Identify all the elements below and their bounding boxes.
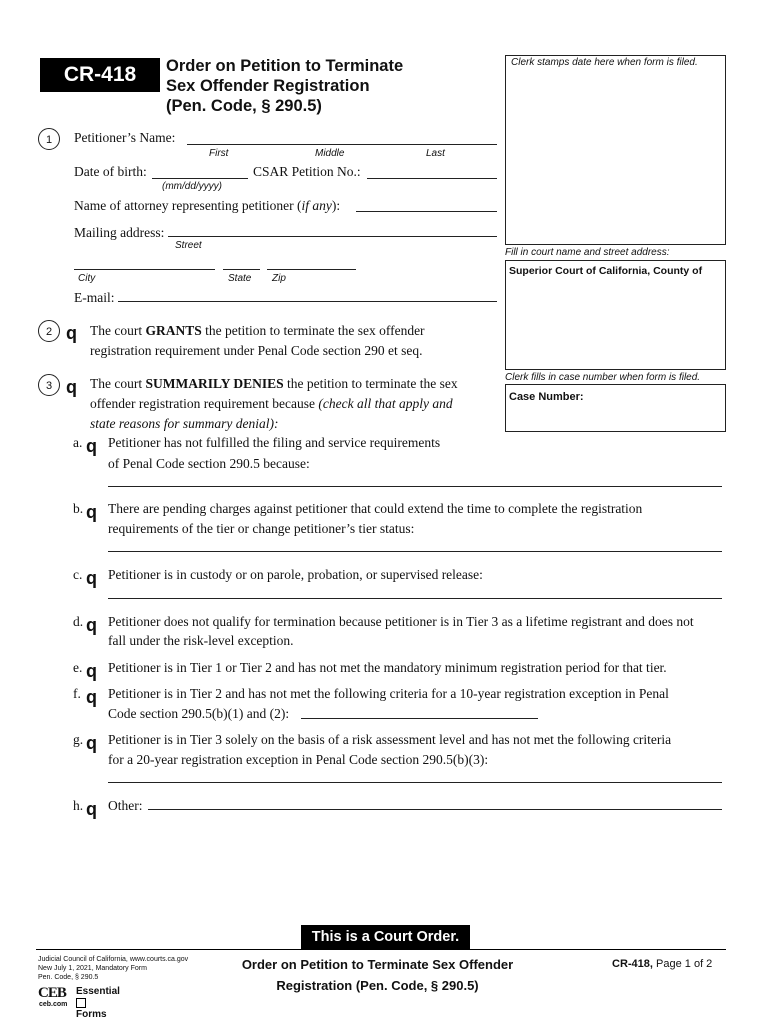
item-f-line1: Petitioner is in Tier 2 and has not met the following criteria for a 10-year registration exception in Penal — [108, 686, 669, 701]
mailing-address-label: Mailing address: — [74, 225, 165, 240]
item-f-reason-field[interactable] — [301, 718, 538, 719]
item-g-line2: for a 20-year registration exception in Penal Code section 290.5(b)(3): — [108, 752, 489, 767]
item-d-letter: d. — [73, 614, 84, 629]
item-g-checkbox[interactable]: q — [86, 733, 97, 753]
item-e-letter: e. — [73, 660, 83, 675]
clerk-stamp-box[interactable] — [505, 55, 726, 245]
form-title — [166, 56, 403, 116]
form-id-badge: CR-418 — [40, 58, 160, 92]
grants-text-line2: registration requirement under Penal Code section 290 et seq. — [90, 343, 423, 358]
forms-box-icon — [76, 998, 86, 1008]
item-b-line2: requirements of the tier or change petitioner’s tier status: — [108, 521, 415, 536]
petitioner-name-label: Petitioner’s Name: — [74, 130, 176, 145]
court-name-box[interactable] — [505, 260, 726, 370]
item-c-letter: c. — [73, 567, 83, 582]
grants-checkbox[interactable]: q — [66, 323, 77, 343]
street-field[interactable] — [168, 236, 497, 237]
item-d-line2: fall under the risk-level exception. — [108, 633, 294, 648]
state-caption: State — [228, 273, 252, 284]
street-caption: Street — [175, 240, 202, 251]
csar-field[interactable] — [367, 178, 497, 179]
last-name-caption: Last — [426, 148, 445, 159]
logo-forms: Forms — [76, 998, 107, 1020]
dob-label: Date of birth: — [74, 164, 147, 179]
item-d-checkbox[interactable]: q — [86, 615, 97, 635]
item-f-letter: f. — [73, 686, 81, 701]
state-field[interactable] — [223, 269, 260, 270]
form-title-line1: Order on Petition to Terminate — [166, 57, 404, 75]
item-b-letter: b. — [73, 501, 84, 516]
item-e-line1: Petitioner is in Tier 1 or Tier 2 and has not met the mandatory minimum registration period for that tier. — [108, 660, 667, 675]
item-h-checkbox[interactable]: q — [86, 799, 97, 819]
item-g-reason-field[interactable] — [108, 782, 722, 783]
email-field[interactable] — [118, 301, 497, 302]
item-e-checkbox[interactable]: q — [86, 661, 97, 681]
attorney-field[interactable] — [356, 211, 497, 212]
csar-label: CSAR Petition No.: — [253, 164, 361, 179]
item-h-letter: h. — [73, 798, 84, 813]
footer-council: Judicial Council of California, www.courts.ca.gov — [38, 956, 189, 963]
zip-caption: Zip — [272, 273, 286, 284]
court-name-hint: Fill in court name and street address: — [505, 247, 670, 258]
logo-ceb-mark: CEB — [38, 985, 66, 1001]
footer-title-line2: Registration (Pen. Code, § 290.5) — [276, 978, 479, 993]
clerk-stamp-label: Clerk stamps date here when form is filed. — [511, 57, 698, 68]
form-title-line3: (Pen. Code, § 290.5) — [166, 97, 322, 115]
first-name-caption: First — [209, 148, 229, 159]
item-a-line1: Petitioner has not fulfilled the filing and service requirements — [108, 435, 441, 450]
item-c-reason-field[interactable] — [108, 598, 722, 599]
item-d-line1: Petitioner does not qualify for termination because petitioner is in Tier 3 as a lifetime registrant and does not — [108, 614, 694, 629]
attorney-label: Name of attorney representing petitioner (if any): — [74, 198, 341, 213]
footer-page-number: CR-418, Page 1 of 2 — [612, 958, 713, 970]
court-order-banner: This is a Court Order. — [301, 925, 470, 949]
section-3-number: 3 — [38, 374, 60, 396]
item-c-line1: Petitioner is in custody or on parole, probation, or supervised release: — [108, 567, 483, 582]
email-label: E-mail: — [74, 290, 115, 305]
grants-text-line1: The court GRANTS the petition to terminate the sex offender — [90, 323, 425, 338]
denies-text-line1: The court SUMMARILY DENIES the petition to terminate the sex — [90, 376, 458, 391]
case-number-hint: Clerk fills in case number when form is filed. — [505, 372, 701, 383]
item-c-checkbox[interactable]: q — [86, 568, 97, 588]
footer-divider — [36, 949, 726, 950]
logo-essential: Essential — [76, 986, 120, 997]
city-caption: City — [78, 273, 96, 284]
footer-title — [225, 954, 530, 996]
footer-code: Pen. Code, § 290.5 — [38, 974, 99, 981]
item-b-checkbox[interactable]: q — [86, 502, 97, 522]
section-1-number: 1 — [38, 128, 60, 150]
item-f-checkbox[interactable]: q — [86, 687, 97, 707]
case-number-label: Case Number: — [509, 391, 584, 403]
item-h-other-field[interactable] — [148, 809, 722, 810]
item-a-reason-field[interactable] — [108, 486, 722, 487]
case-number-box[interactable] — [505, 384, 726, 432]
item-a-line2: of Penal Code section 290.5 because: — [108, 456, 310, 471]
dob-format-caption: (mm/dd/yyyy) — [162, 181, 222, 192]
denies-checkbox[interactable]: q — [66, 377, 77, 397]
item-b-line1: There are pending charges against petitioner that could extend the time to complete the registration — [108, 501, 643, 516]
footer-meta — [38, 955, 188, 982]
denies-text-line2: offender registration requirement because (check all that apply and — [90, 396, 453, 411]
middle-name-caption: Middle — [315, 148, 345, 159]
court-name-label: Superior Court of California, County of — [509, 265, 703, 277]
zip-field[interactable] — [267, 269, 356, 270]
city-field[interactable] — [74, 269, 215, 270]
item-f-line2: Code section 290.5(b)(1) and (2): — [108, 706, 290, 721]
footer-title-line1: Order on Petition to Terminate Sex Offender — [241, 957, 514, 972]
petitioner-name-field[interactable] — [187, 144, 497, 145]
form-title-line2: Sex Offender Registration — [166, 77, 370, 95]
item-g-letter: g. — [73, 732, 84, 747]
item-g-line1: Petitioner is in Tier 3 solely on the basis of a risk assessment level and has not met the following criteria — [108, 732, 672, 747]
footer-revised: New July 1, 2021, Mandatory Form — [38, 965, 147, 972]
item-a-letter: a. — [73, 435, 83, 450]
item-b-reason-field[interactable] — [108, 551, 722, 552]
logo-ceb-site: ceb.com — [39, 1001, 68, 1008]
section-2-number: 2 — [38, 320, 60, 342]
denies-text-line3: state reasons for summary denial): — [90, 416, 279, 431]
item-a-checkbox[interactable]: q — [86, 436, 97, 456]
item-h-line1: Other: — [108, 798, 143, 813]
dob-field[interactable] — [152, 178, 248, 179]
